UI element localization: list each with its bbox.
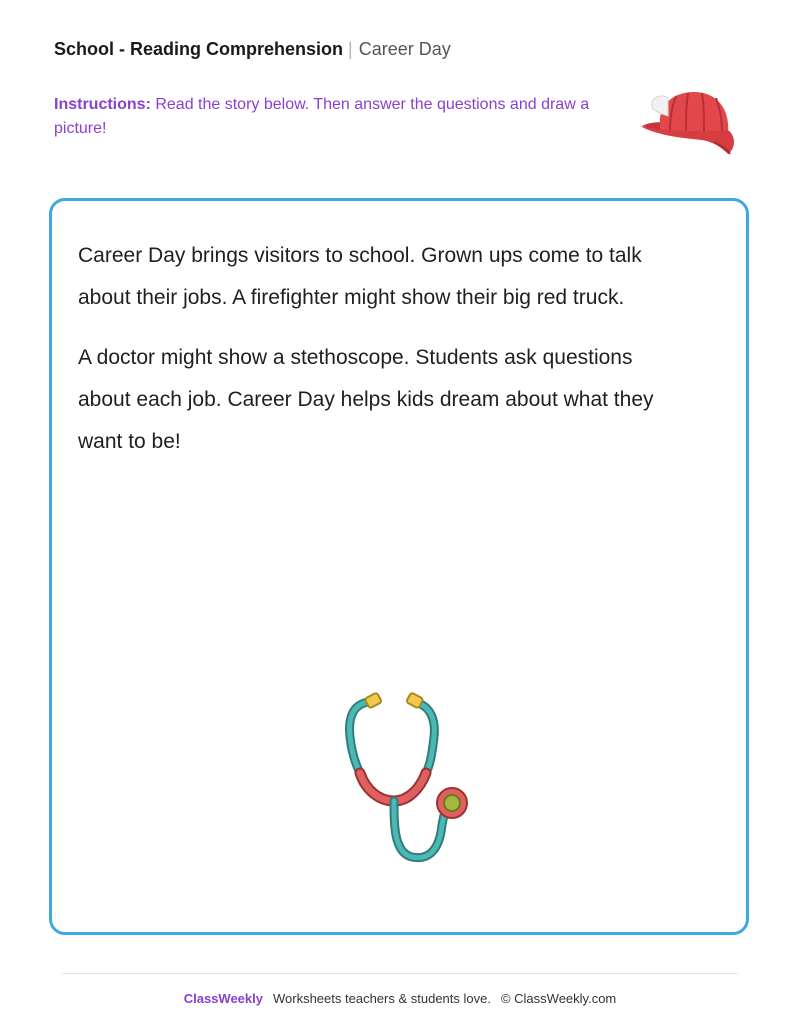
title-separator: | <box>348 39 353 59</box>
story-paragraph-2: A doctor might show a stethoscope. Students ask questions about each job. Career Day helps kids dream about what they want to be! <box>78 346 654 453</box>
worksheet-title <box>54 37 451 61</box>
footer-copyright: © ClassWeekly.com <box>500 991 617 1006</box>
topic-title: Career Day <box>358 39 451 59</box>
subject-title: School - Reading Comprehension <box>54 39 344 59</box>
instructions-label: Instructions: <box>54 96 151 113</box>
firefighter-helmet-icon <box>624 62 752 178</box>
story-paragraph-1: Career Day brings visitors to school. Grown ups come to talk about their jobs. A firefighter might show their big red truck. <box>78 244 642 309</box>
instructions-text: Read the story below. Then answer the questions and draw a picture! <box>54 96 590 137</box>
instructions <box>54 93 614 141</box>
footer <box>0 990 800 1008</box>
story-text <box>78 235 678 481</box>
stethoscope-icon <box>290 685 480 870</box>
footer-tagline: Worksheets teachers & students love. <box>272 991 491 1006</box>
footer-brand[interactable]: ClassWeekly <box>183 991 263 1006</box>
footer-divider <box>62 973 738 974</box>
